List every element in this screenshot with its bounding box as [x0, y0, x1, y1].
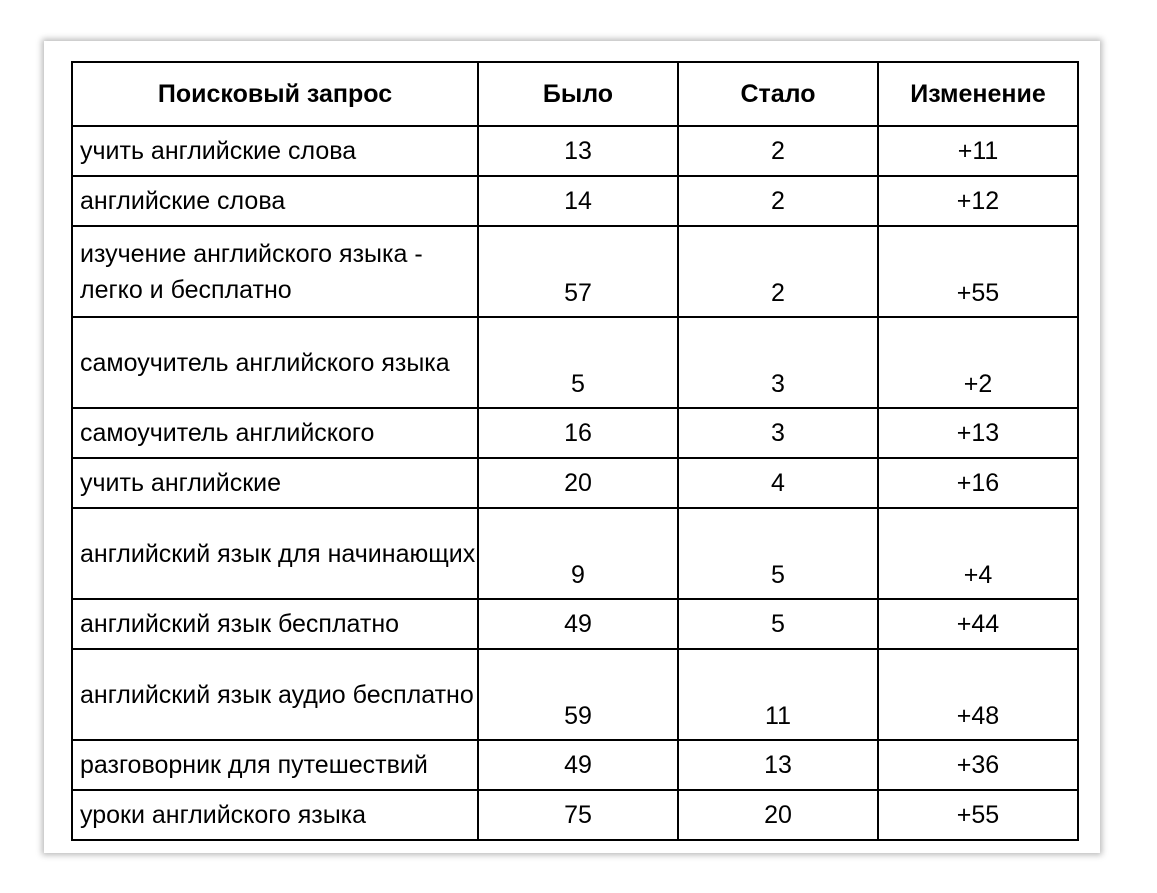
cell-before: 57 — [478, 226, 678, 317]
cell-after: 4 — [678, 458, 878, 508]
cell-query: английский язык бесплатно — [72, 599, 478, 649]
table-row — [72, 740, 1078, 790]
cell-before: 16 — [478, 408, 678, 458]
cell-after: 5 — [678, 599, 878, 649]
header-after: Стало — [678, 62, 878, 126]
cell-query: разговорник для путешествий — [72, 740, 478, 790]
cell-query: английские слова — [72, 176, 478, 226]
cell-change: +44 — [878, 599, 1078, 649]
cell-query: английский язык аудио бесплатно — [72, 649, 478, 740]
cell-before: 49 — [478, 599, 678, 649]
header-query: Поисковый запрос — [72, 62, 478, 126]
cell-before: 9 — [478, 508, 678, 599]
cell-change: +13 — [878, 408, 1078, 458]
cell-change: +12 — [878, 176, 1078, 226]
cell-after: 13 — [678, 740, 878, 790]
table-row — [72, 599, 1078, 649]
cell-change: +55 — [878, 226, 1078, 317]
cell-after: 3 — [678, 408, 878, 458]
table-row — [72, 458, 1078, 508]
cell-before: 14 — [478, 176, 678, 226]
table-header-row — [72, 62, 1078, 126]
header-before: Было — [478, 62, 678, 126]
cell-change: +55 — [878, 790, 1078, 840]
cell-change: +36 — [878, 740, 1078, 790]
table-row — [72, 126, 1078, 176]
cell-query: английский язык для начинающих — [72, 508, 478, 599]
cell-after: 3 — [678, 317, 878, 408]
cell-query: уроки английского языка — [72, 790, 478, 840]
cell-before: 13 — [478, 126, 678, 176]
table-row — [72, 649, 1078, 740]
table-row — [72, 317, 1078, 408]
table-row — [72, 508, 1078, 599]
cell-after: 2 — [678, 126, 878, 176]
cell-before: 20 — [478, 458, 678, 508]
cell-after: 2 — [678, 176, 878, 226]
cell-after: 20 — [678, 790, 878, 840]
cell-change: +48 — [878, 649, 1078, 740]
cell-query: учить английские — [72, 458, 478, 508]
cell-after: 11 — [678, 649, 878, 740]
cell-change: +16 — [878, 458, 1078, 508]
cell-before: 75 — [478, 790, 678, 840]
cell-query: самоучитель английского — [72, 408, 478, 458]
cell-query: учить английские слова — [72, 126, 478, 176]
table-row — [72, 790, 1078, 840]
cell-query: изучение английского языка - легко и бесплатно — [72, 226, 478, 317]
cell-after: 5 — [678, 508, 878, 599]
cell-change: +11 — [878, 126, 1078, 176]
table-row — [72, 176, 1078, 226]
cell-change: +4 — [878, 508, 1078, 599]
cell-before: 59 — [478, 649, 678, 740]
table-row — [72, 408, 1078, 458]
cell-query: самоучитель английского языка — [72, 317, 478, 408]
table-row — [72, 226, 1078, 317]
cell-after: 2 — [678, 226, 878, 317]
header-change: Изменение — [878, 62, 1078, 126]
cell-before: 5 — [478, 317, 678, 408]
cell-change: +2 — [878, 317, 1078, 408]
search-queries-table — [71, 61, 1079, 841]
cell-before: 49 — [478, 740, 678, 790]
